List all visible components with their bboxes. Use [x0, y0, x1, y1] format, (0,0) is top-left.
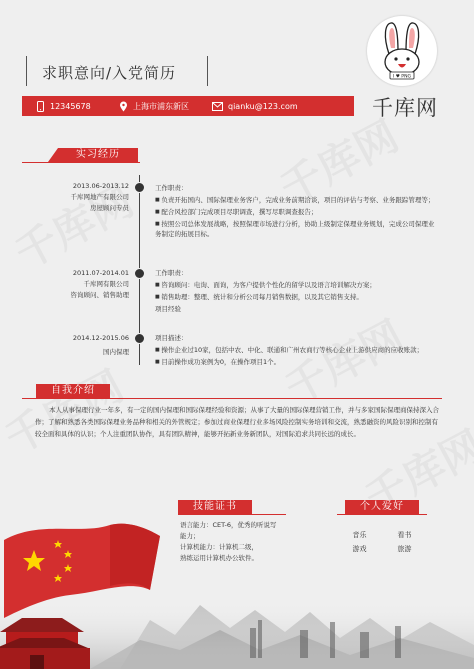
- section-heading-hobbies: 个人爱好: [345, 500, 419, 514]
- section-rule: [22, 398, 442, 399]
- experience-period: 2014.12-2015.06: [72, 334, 129, 342]
- cert-list: [180, 520, 280, 564]
- intro-paragraph: 本人从事保理行业一年多，有一定的国内保理和国际保理经验和资源；从事了大量的国际保理营销工作，并与多家国际保理商保持深入合作；了解和熟悉各类国际保理业务品种和相关的外管规定；参加过商业保理行业多场风险控制实务培训和交流，熟悉融资的风险识别和控制有较全面和具体的认识；个人注重团队协作，具有团队精神，能够开拓新业务新团队，对国际追求共同长远的成长。: [35, 406, 439, 438]
- timeline-dot: [134, 182, 145, 193]
- section-rule: [22, 162, 140, 163]
- experience-line: ■ 按照公司总体发展战略，按照保理市场进行分析，协助上级制定保理业务规划，完成公司保理业务制定的拓展目标。: [155, 219, 435, 239]
- hobby-list: [337, 528, 427, 556]
- experience-line: ■ 销售助理：整理、统计和分析公司每月销售数据，以及其它销售支持。: [155, 292, 435, 302]
- mail-icon: [212, 102, 223, 111]
- experience-line: ■ 配合风控部门完成项目尽职调查，撰写尽职调查报告；: [155, 207, 435, 217]
- rabbit-avatar-icon: [367, 16, 437, 86]
- experience-detail: [155, 183, 435, 239]
- section-heading-experience: 实习经历: [58, 148, 138, 162]
- experience-period: 2013.06-2013.12: [72, 182, 129, 190]
- timeline-dot: [134, 268, 145, 279]
- experience-org: 国内保理: [103, 348, 129, 356]
- avatar-badge-text: I ♥ PNG: [392, 74, 412, 80]
- experience-label: 工作职责：: [155, 184, 188, 192]
- cert-line: 语言能力：CET-6，优秀的听说写能力；: [180, 521, 277, 540]
- experience-org: 千库网地产有限公司: [70, 193, 129, 201]
- address-text: 上海市浦东新区: [133, 101, 189, 111]
- experience-meta: [71, 268, 130, 301]
- section-heading-certs: 技能证书: [178, 500, 252, 514]
- hobby-row: [337, 542, 427, 556]
- experience-label: 项目描述：: [155, 334, 188, 342]
- experience-meta: [73, 333, 129, 358]
- experience-line: ■ 负责开拓国内、国际保理业务客户，完成业务前期洽谈，项目的评估与考察、业务跟踪管理等；: [155, 195, 435, 205]
- page-title: 求职意向/入党简历: [42, 64, 177, 82]
- experience-line: ■ 操作企业过10家，包括中农、中化、联通和广州农商行等核心企业上游供应商的应收账款；: [155, 345, 435, 355]
- experience-detail: [155, 333, 435, 367]
- cert-line: 熟练运用计算机办公软件。: [180, 554, 258, 562]
- contact-email: [212, 99, 298, 113]
- brand-name: 千库网: [372, 96, 438, 120]
- phone-icon: [36, 101, 45, 112]
- experience-meta: [71, 181, 130, 214]
- experience-period: 2011.07-2014.01: [72, 269, 129, 277]
- experience-line: ■ 目前操作成功案例为0，在操作项目1个。: [155, 357, 435, 367]
- email-text: qianku@123.com: [228, 101, 298, 111]
- experience-role: 房屋顾问专员: [90, 204, 129, 212]
- section-rule: [178, 514, 286, 515]
- section-heading-intro: 自我介绍: [36, 384, 110, 398]
- experience-role: 咨询顾问、销售助理: [70, 291, 129, 299]
- hobby-row: [337, 528, 427, 542]
- experience-org: 千库网有限公司: [83, 280, 129, 288]
- hobby-item: 音乐: [352, 531, 367, 539]
- heading-arrow-icon: [48, 148, 58, 162]
- hobby-item: 旅游: [397, 545, 412, 553]
- avatar: [367, 16, 437, 86]
- timeline-dot: [134, 333, 145, 344]
- cert-line: 计算机能力：计算机二级，: [180, 543, 258, 551]
- contact-phone: [36, 99, 91, 113]
- experience-line: ■ 咨询顾问：电询、面询，为客户提供个性化的留学以及语言培训解决方案；: [155, 280, 435, 290]
- experience-detail: [155, 268, 435, 314]
- location-icon: [119, 101, 128, 112]
- experience-label: 工作职责：: [155, 269, 188, 277]
- hobby-item: 游戏: [352, 545, 367, 553]
- section-rule: [337, 514, 427, 515]
- contact-address: [119, 99, 189, 113]
- experience-line: 项目经验: [155, 305, 181, 313]
- hobby-item: 看书: [397, 531, 412, 539]
- phone-text: 12345678: [50, 101, 91, 111]
